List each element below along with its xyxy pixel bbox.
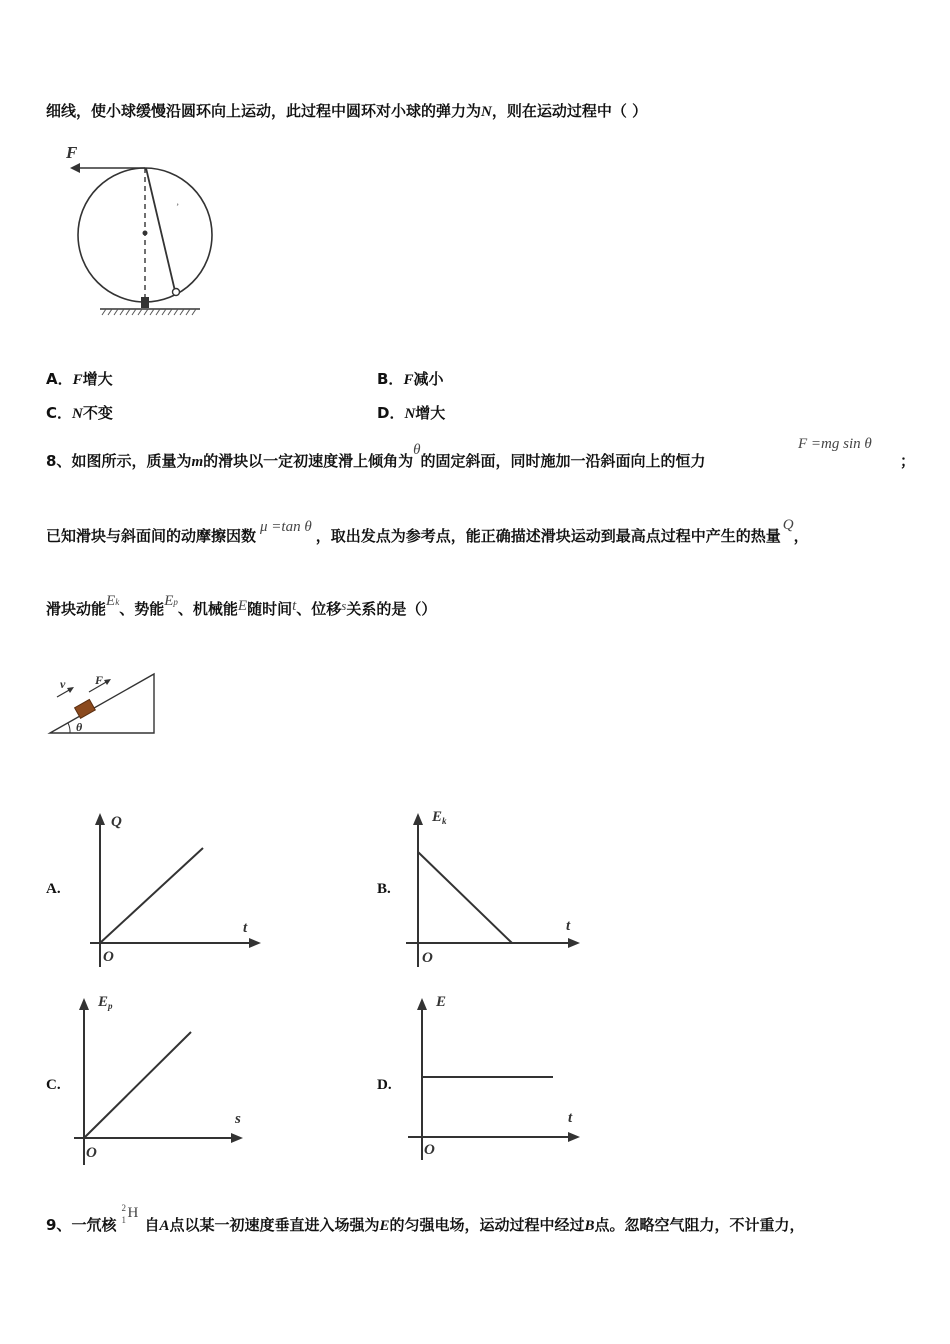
q7-option-c[interactable]: C．N不变 [46, 404, 113, 422]
q9-line1: 9、一氘核 2 1 H 自A点以某一初速度垂直进入场强为E的匀强电场，运动过程中经过B点。忽略空气阻力，不计重力， [46, 1203, 805, 1234]
q8-line1: 8、如图所示，质量为m的滑块以一定初速度滑上倾角为θ的固定斜面，同时施加一沿斜面向上的恒力 [46, 442, 706, 470]
graph-a-line [100, 848, 203, 943]
graph-a-y-arrowhead [95, 813, 105, 825]
graph-d-y-label: E [436, 994, 447, 1010]
q8-line3: 滑块动能Ek、势能Ep、机械能E随时间t、位移s关系的是（） [46, 593, 437, 618]
q7-force-label: F [66, 143, 78, 162]
q8-option-d-label[interactable]: D. [377, 1077, 392, 1093]
graph-b-x-label: t [566, 918, 571, 934]
graph-b-y-arrowhead [413, 813, 423, 825]
q7-ring-center [143, 231, 148, 236]
graph-c-line [84, 1032, 191, 1138]
q7-tick-mark: , [177, 198, 179, 207]
graph-a-x-label: t [243, 920, 248, 936]
q7-support [141, 297, 149, 308]
q8-angle-arc [68, 723, 70, 733]
q7-ball [173, 289, 180, 296]
graph-c-y-arrowhead [79, 998, 89, 1010]
graph-c-origin-label: O [86, 1145, 97, 1161]
q8-option-a-label[interactable]: A. [46, 881, 61, 897]
q8-force-equation: F =mg sin θ [798, 436, 872, 452]
q8-graph-c[interactable] [70, 990, 255, 1170]
graph-d-y-arrowhead [417, 998, 427, 1010]
graph-b-x-arrowhead [568, 938, 580, 948]
q8-line2: 已知滑块与斜面间的动摩擦因数 μ =tan θ ，取出发点为参考点，能正确描述滑块运动到最高点过程中产生的热量Q， [46, 517, 809, 545]
q7-string [146, 168, 175, 291]
q9-nuclide: 2 1 H [121, 1203, 139, 1225]
q8-line1-end: ； [900, 452, 916, 470]
graph-b-line [418, 852, 512, 943]
graph-a-y-label: Q [111, 814, 122, 830]
q8-option-b-label[interactable]: B. [377, 881, 391, 897]
graph-a-x-arrowhead [249, 938, 261, 948]
graph-a-origin-label: O [103, 949, 114, 965]
q7-stem: 细线，使小球缓慢沿圆环向上运动，此过程中圆环对小球的弹力为N，则在运动过程中（ ） [46, 102, 648, 120]
graph-c-x-arrowhead [231, 1133, 243, 1143]
q8-force-arrowhead [104, 679, 111, 685]
graph-c-x-label: s [235, 1111, 241, 1127]
q7-option-b[interactable]: B．F减小 [377, 370, 444, 388]
q7-option-d[interactable]: D．N增大 [377, 404, 446, 422]
q8-graph-b[interactable] [400, 805, 585, 970]
q7-force-arrowhead [70, 163, 80, 173]
q7-option-a[interactable]: A．F增大 [46, 370, 113, 388]
graph-d-x-label: t [568, 1110, 573, 1126]
graph-c-y-label: $E_p$ [98, 994, 113, 1011]
q8-graph-d[interactable] [402, 990, 587, 1165]
q8-incline-figure [45, 670, 160, 740]
graph-b-y-label: $E_k$ [432, 809, 447, 826]
q8-block [75, 699, 96, 718]
graph-d-origin-label: O [424, 1142, 435, 1158]
graph-b-origin-label: O [422, 950, 433, 966]
q7-ring-figure [60, 140, 220, 325]
q8-force-label: F [95, 673, 104, 687]
q8-graph-a[interactable] [85, 805, 265, 970]
q7-ground-hatch [102, 309, 196, 315]
q8-velocity-label: v [60, 677, 66, 691]
q8-angle-label: θ [76, 720, 83, 734]
q8-option-c-label[interactable]: C. [46, 1077, 61, 1093]
graph-d-x-arrowhead [568, 1132, 580, 1142]
